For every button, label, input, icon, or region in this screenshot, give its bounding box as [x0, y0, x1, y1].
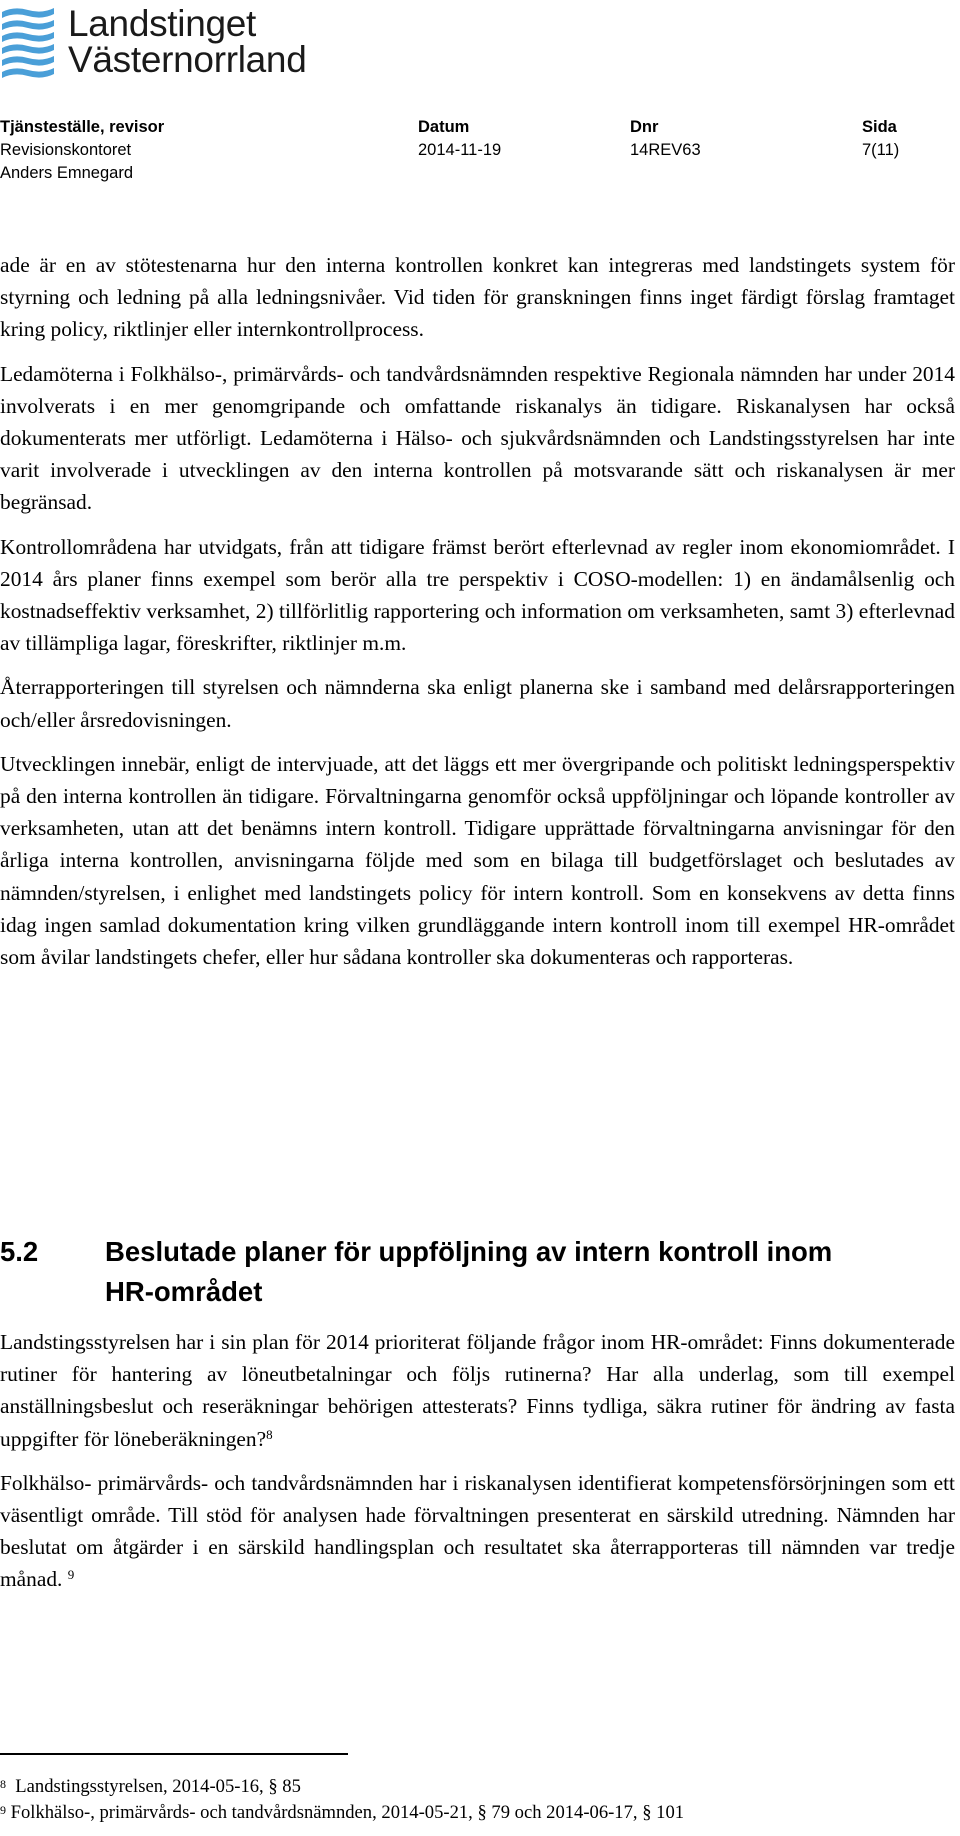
footnote [0, 1774, 301, 1800]
paragraph-text: Folkhälso- primärvårds- och tandvårdsnämnden har i riskanalysen identifierat kompetensförsörjningen som ett väsentligt område. Till stöd för analysen hade förvaltningen presenterat en särskild utredning. Nämnden har beslutat om åtgärder i en särskild handlingsplan och resultatet ska återrapporteras till nämnden var tredje månad. [0, 1470, 955, 1592]
date-value: 2014-11-19 [418, 141, 502, 159]
footnote-number: 8 [0, 1777, 6, 1791]
header-dnr [630, 116, 701, 162]
office-label: Tjänsteställe, revisor [0, 118, 165, 136]
paragraph: ade är en av stötestenarna hur den interna kontrollen konkret kan integreras med landstingets system för styrning och ledning på alla ledningsnivåer. Vid tiden för granskningen finns inget färdigt förslag framtaget kring policy, riktlinjer eller internkontrollprocess. [0, 253, 955, 342]
footnote-ref[interactable]: 9 [67, 1567, 75, 1583]
body-text [0, 249, 955, 973]
section-body-text [0, 1326, 955, 1608]
section-title: Beslutade planer för uppföljning av intern kontroll inom HR-området [105, 1236, 833, 1307]
header-page [862, 116, 899, 162]
footnote-separator [0, 1753, 348, 1755]
logo-line-1: Landstinget [68, 3, 257, 44]
dnr-label: Dnr [630, 118, 659, 136]
paragraph: Utvecklingen innebär, enligt de intervjuade, att det läggs ett mer övergripande och politiskt ledningsperspektiv på den interna kontrollen än tidigare. Förvaltningarna genomför också uppföljningar och löpande kontroller av verksamheten, utan att det benämns intern kontroll. Tidigare upprättade förvaltningarna anvisningar för den årliga interna kontrollen, anvisningarna följde med som en bilaga till budgetförslaget och beslutades av nämnden/styrelsen, i enlighet med landstingets policy för intern kontroll. Som en konsekvens av detta finns idag ingen samlad dokumentation kring vilken grundläggande intern kontroll inom till exempel HR-området som åvilar landstingets chefer, eller hur sådana kontroller ska dokumenteras och rapporteras. [0, 751, 955, 970]
page-number: 7(11) [862, 141, 900, 159]
logo-line-2: Västernorrland [68, 39, 307, 80]
page-label: Sida [862, 118, 897, 136]
footnote-ref[interactable]: 8 [266, 1426, 273, 1442]
footnote [0, 1800, 684, 1826]
dnr-value: 14REV63 [630, 141, 701, 159]
paragraph-text: Landstingsstyrelsen har i sin plan för 2014 prioriterat följande frågor inom HR-området: Finns dokumenterade rutiner för hantering av löneutbetalningar och följs rutinerna? Har alla underlag, som till exempel anställningsbeslut och reseräkningar behörigen attesterats? Finns tydliga, säkra rutiner för ändring av fasta uppgifter för löneberäkningen? [0, 1330, 955, 1451]
footnote-text: Folkhälso-, primärvårds- och tandvårdsnämnden, 2014-05-21, § 79 och 2014-06-17, § 101 [10, 1802, 685, 1823]
paragraph: Ledamöterna i Folkhälso-, primärvårds- och tandvårdsnämnden respektive Regionala nämnden har under 2014 involverats i en mer genomgripande och omfattande riskanalys än tidigare. Riskanalysen har också dokumenterats mer utförligt. Ledamöterna i Hälso- och sjukvårdsnämnden och Landstingsstyrelsen har inte varit involverade i utvecklingen av den interna kontrollen på motsvarande sätt och riskanalysen är mer begränsad. [0, 361, 955, 515]
footnote-text: Landstingsstyrelsen, 2014-05-16, § 85 [15, 1776, 301, 1797]
paragraph: Återrapporteringen till styrelsen och nämnderna ska enligt planerna ske i samband med delårsrapporteringen och/eller årsredovisningen. [0, 675, 955, 732]
paragraph: Kontrollområdena har utvidgats, från att tidigare främst berört efterlevnad av regler inom ekonomiområdet. I 2014 års planer finns exempel som berör alla tre perspektiv i COSO-modellen: 1) en ändamålsenlig och kostnadseffektiv verksamhet, 2) tillförlitlig rapportering och information om verksamheten, samt 3) efterlevnad av tillämpliga lagar, föreskrifter, riktlinjer m.m. [0, 534, 955, 656]
section-number: 5.2 [0, 1236, 39, 1267]
organization-logo [0, 4, 340, 84]
header-office [0, 116, 164, 185]
paragraph [0, 1467, 955, 1596]
date-label: Datum [418, 118, 470, 136]
header-date [418, 116, 501, 162]
auditor-name: Anders Emnegard [0, 164, 133, 182]
footnote-number: 9 [0, 1803, 6, 1817]
logo-stripes-icon [0, 4, 56, 80]
paragraph [0, 1326, 955, 1455]
office-name: Revisionskontoret [0, 141, 132, 159]
